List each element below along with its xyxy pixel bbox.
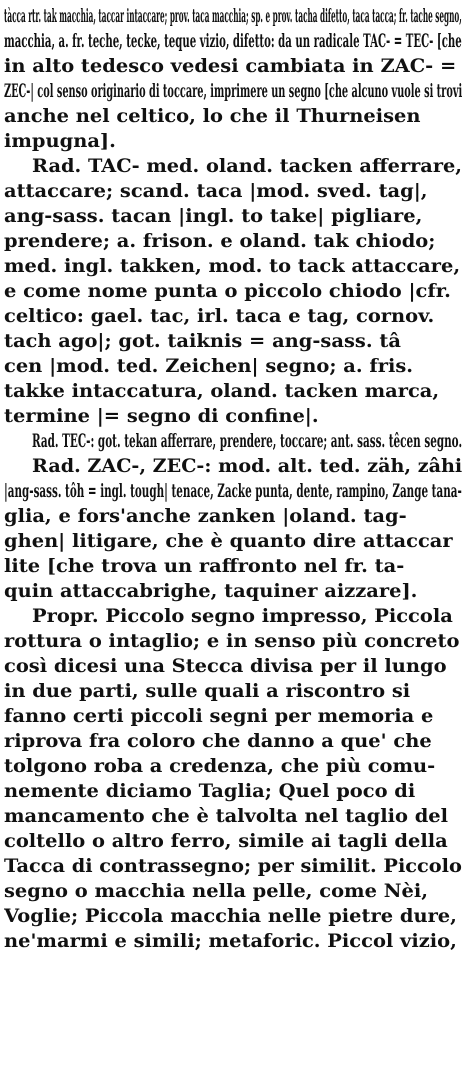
text-line: cen |mod. ted. Zeichen| segno; a. fris. [4, 356, 414, 377]
text-line: tach ago|; got. taiknis = ang-sass. tâ [4, 331, 401, 352]
text-line: così dicesi una Stecca divisa per il lungo [4, 656, 447, 677]
text-line: med. ingl. takken, mod. to tack attaccare, [4, 256, 461, 277]
text-line: Rad. TEC-: got. tekan afferrare, prendere, toccare; ant. sass. têcen segno. [32, 431, 463, 452]
dictionary-entry [4, 4, 464, 954]
text-line: Rad. ZAC-, ZEC-: mod. alt. ted. zäh, zâhi [32, 456, 463, 477]
text-line: Tacca di contrassegno; per similit. Piccolo [4, 856, 462, 877]
text-line: macchia, a. fr. teche, tecke, teque vizio, difetto: da un radicale TAC- = TEC- [che [4, 31, 462, 52]
text-line: lite [che trova un raffronto nel fr. ta- [4, 556, 405, 577]
text-line: e come nome punta o piccolo chiodo |cfr. [4, 281, 451, 302]
text-line: ang-sass. tacan |ingl. to take| pigliare, [4, 206, 423, 227]
text-line: ne'marmi e simili; metaforic. Piccol vizio, [4, 931, 457, 952]
text-line: tàcca rtr. tak macchia, taccar intaccare; prov. taca macchia; sp. e prov. tacha difetto, taca tacca; fr. tache segno, [4, 6, 462, 27]
text-line: glia, e fors'anche zanken |oland. tag- [4, 506, 407, 527]
text-line: prendere; a. frison. e oland. tak chiodo; [4, 231, 436, 252]
text-line: in alto tedesco vedesi cambiata in ZAC- = [4, 56, 457, 77]
text-line: mancamento che è talvolta nel taglio del [4, 806, 449, 827]
text-line: attaccare; scand. taca |mod. sved. tag|, [4, 181, 428, 202]
text-line: anche nel celtico, lo che il Thurneisen [4, 106, 421, 127]
text-line: termine |= segno di confine|. [4, 406, 319, 427]
text-line: rottura o intaglio; e in senso più concreto [4, 631, 460, 652]
text-line: takke intaccatura, oland. tacken marca, [4, 381, 440, 402]
text-line: fanno certi piccoli segni per memoria e [4, 706, 434, 727]
text-line: tolgono roba a credenza, che più comu- [4, 756, 436, 777]
text-line: coltello o altro ferro, simile ai tagli della [4, 831, 448, 852]
text-line: celtico: gael. tac, irl. taca e tag, cornov. [4, 306, 435, 327]
text-line: Voglie; Piccola macchia nelle pietre dure, [4, 906, 457, 927]
text-line: riprova fra coloro che danno a que' che [4, 731, 432, 752]
text-line: segno o macchia nella pelle, come Nèi, [4, 881, 428, 902]
text-line: quin attaccabrighe, taquiner aizzare]. [4, 581, 418, 602]
text-line: impugna]. [4, 131, 116, 152]
text-line: in due parti, sulle quali a riscontro si [4, 681, 411, 702]
text-line: Propr. Piccolo segno impresso, Piccola [32, 606, 453, 627]
text-line: ZEC-| col senso originario di toccare, imprimere un segno [che alcuno vuole si trovi [4, 81, 463, 102]
text-line: ghen| litigare, che è quanto dire attaccar [4, 531, 453, 552]
text-line: nemente diciamo Taglia; Quel poco di [4, 781, 416, 802]
text-line: Rad. TAC- med. oland. tacken afferrare, [32, 156, 463, 177]
text-line: |ang-sass. tôh = ingl. tough| tenace, Zacke punta, dente, rampino, Zange tana- [4, 481, 462, 502]
